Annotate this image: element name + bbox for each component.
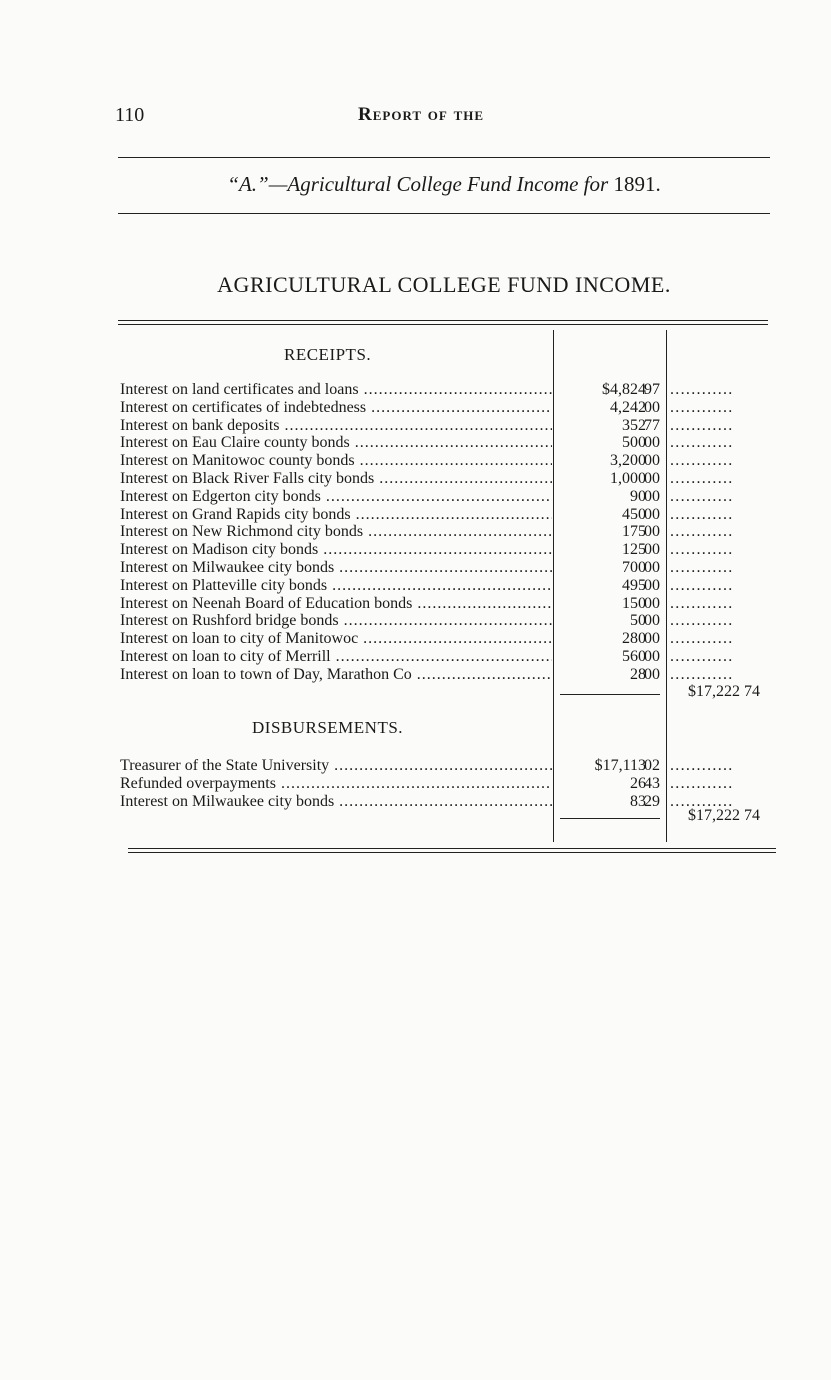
row-label: Refunded overpayments ..... xyxy=(120,775,552,792)
row-dollars: 560 xyxy=(622,648,646,665)
table-bottom-rule xyxy=(128,848,776,849)
table-row xyxy=(118,506,778,523)
row-cents: 00 xyxy=(644,630,660,648)
row-leader-dots: ............ xyxy=(670,648,734,665)
row-label: Interest on loan to town of Day, Marathon Co ..... xyxy=(120,666,552,683)
table-top-rule xyxy=(118,320,768,321)
table-row xyxy=(118,666,778,683)
row-cents: 00 xyxy=(644,452,660,470)
row-label: Interest on land certificates and loans ..... xyxy=(120,381,552,398)
table-row xyxy=(118,757,778,774)
row-leader-dots: ............ xyxy=(670,434,734,452)
table-row xyxy=(118,381,778,398)
row-cents: 00 xyxy=(644,576,660,594)
page-title: AGRICULTURAL COLLEGE FUND INCOME. xyxy=(217,272,671,297)
row-leader-dots: ............ xyxy=(670,792,734,810)
row-label: Interest on Platteville city bonds ..... xyxy=(120,577,552,594)
row-cents: 00 xyxy=(644,648,660,665)
row-cents: 00 xyxy=(644,487,660,505)
row-cents: 97 xyxy=(644,381,660,398)
row-dollars: 150 xyxy=(622,594,646,612)
row-leader-dots: ............ xyxy=(670,594,734,612)
table-row xyxy=(118,775,778,792)
row-leader-dots: ............ xyxy=(670,630,734,648)
row-label: Interest on loan to city of Merrill ..... xyxy=(120,648,552,665)
row-dollars: 26 xyxy=(630,774,646,792)
row-label: Interest on Edgerton city bonds ..... xyxy=(120,488,552,505)
row-cents: 29 xyxy=(644,792,660,810)
row-label: Interest on Milwaukee city bonds ..... xyxy=(120,559,552,576)
receipts-sum-line xyxy=(560,694,660,695)
table-row xyxy=(118,648,778,665)
row-label: Interest on Manitowoc county bonds ..... xyxy=(120,452,552,469)
row-label: Interest on certificates of indebtedness ..... xyxy=(120,399,552,416)
row-label: Interest on Grand Rapids city bonds ..... xyxy=(120,506,552,523)
running-head: Report of the xyxy=(358,104,485,125)
row-dollars: $17,113 xyxy=(594,757,646,774)
row-dollars: 280 xyxy=(622,630,646,648)
row-cents: 00 xyxy=(644,505,660,523)
row-leader-dots: ............ xyxy=(670,559,734,576)
row-leader-dots: ............ xyxy=(670,612,734,630)
table-row xyxy=(118,612,778,629)
row-dollars: 83 xyxy=(630,792,646,810)
row-leader-dots: ............ xyxy=(670,505,734,523)
row-cents: 02 xyxy=(644,757,660,774)
table-row xyxy=(118,434,778,451)
table-row xyxy=(118,417,778,434)
row-label: Treasurer of the State University ..... xyxy=(120,757,552,774)
top-rule xyxy=(118,157,770,158)
table-bottom-rule-second xyxy=(128,852,776,853)
table-top-rule-second xyxy=(118,324,768,325)
row-leader-dots: ............ xyxy=(670,470,734,487)
table-row xyxy=(118,523,778,540)
row-dollars: 90 xyxy=(630,487,646,505)
row-cents: 00 xyxy=(644,594,660,612)
row-leader-dots: ............ xyxy=(670,398,734,416)
row-cents: 00 xyxy=(644,470,660,487)
row-label: Interest on bank deposits ..... xyxy=(120,417,552,434)
row-cents: 00 xyxy=(644,612,660,630)
row-cents: 00 xyxy=(644,559,660,576)
row-cents: 00 xyxy=(644,523,660,541)
row-dollars: 500 xyxy=(622,434,646,452)
table-row xyxy=(118,577,778,594)
page-number: 110 xyxy=(115,104,145,126)
row-leader-dots: ............ xyxy=(670,576,734,594)
receipts-heading: RECEIPTS. xyxy=(284,345,372,364)
row-cents: 00 xyxy=(644,665,660,683)
row-leader-dots: ............ xyxy=(670,774,734,792)
table-row xyxy=(118,452,778,469)
row-leader-dots: ............ xyxy=(670,541,734,559)
row-leader-dots: ............ xyxy=(670,665,734,683)
row-label: Interest on Neenah Board of Education bonds ..... xyxy=(120,595,552,612)
row-dollars: 175 xyxy=(622,523,646,541)
table-row xyxy=(118,630,778,647)
row-label: Interest on Milwaukee city bonds ..... xyxy=(120,793,552,810)
disbursements-heading: DISBURSEMENTS. xyxy=(252,718,404,737)
subtitle-text: “A.”—Agricultural College Fund Income for xyxy=(227,172,609,196)
row-leader-dots: ............ xyxy=(670,757,734,774)
row-label: Interest on Madison city bonds ..... xyxy=(120,541,552,558)
row-label: Interest on Rushford bridge bonds ..... xyxy=(120,612,552,629)
disbursements-sum-line xyxy=(560,818,660,819)
row-label: Interest on loan to city of Manitowoc ..... xyxy=(120,630,552,647)
row-dollars: 450 xyxy=(622,505,646,523)
table-row xyxy=(118,595,778,612)
row-leader-dots: ............ xyxy=(670,452,734,470)
receipts-total: $17,222 74 xyxy=(688,683,760,700)
row-cents: 00 xyxy=(644,541,660,559)
row-leader-dots: ............ xyxy=(670,487,734,505)
table-row xyxy=(118,541,778,558)
table-row xyxy=(118,470,778,487)
table-row xyxy=(118,399,778,416)
row-dollars: 125 xyxy=(622,541,646,559)
row-dollars: 3,200 xyxy=(610,452,646,470)
row-cents: 00 xyxy=(644,434,660,452)
row-dollars: 352 xyxy=(622,416,646,434)
row-dollars: 495 xyxy=(622,576,646,594)
row-dollars: 50 xyxy=(630,612,646,630)
disbursements-total: $17,222 74 xyxy=(688,807,760,824)
row-leader-dots: ............ xyxy=(670,381,734,398)
row-leader-dots: ............ xyxy=(670,416,734,434)
row-label: Interest on Black River Falls city bonds ..... xyxy=(120,470,552,487)
subtitle-year: 1891. xyxy=(613,172,661,196)
table-row xyxy=(118,488,778,505)
subtitle-rule xyxy=(118,213,770,214)
row-cents: 77 xyxy=(644,416,660,434)
table-row xyxy=(118,793,778,810)
row-dollars: $4,824 xyxy=(602,381,646,398)
row-dollars: 4,242 xyxy=(610,398,646,416)
row-cents: 00 xyxy=(644,398,660,416)
row-label: Interest on New Richmond city bonds ..... xyxy=(120,523,552,540)
row-dollars: 1,000 xyxy=(610,470,646,487)
row-label: Interest on Eau Claire county bonds ..... xyxy=(120,434,552,451)
row-cents: 43 xyxy=(644,774,660,792)
row-dollars: 700 xyxy=(622,559,646,576)
row-dollars: 28 xyxy=(630,665,646,683)
subtitle xyxy=(118,172,770,197)
row-leader-dots: ............ xyxy=(670,523,734,541)
table-row xyxy=(118,559,778,576)
